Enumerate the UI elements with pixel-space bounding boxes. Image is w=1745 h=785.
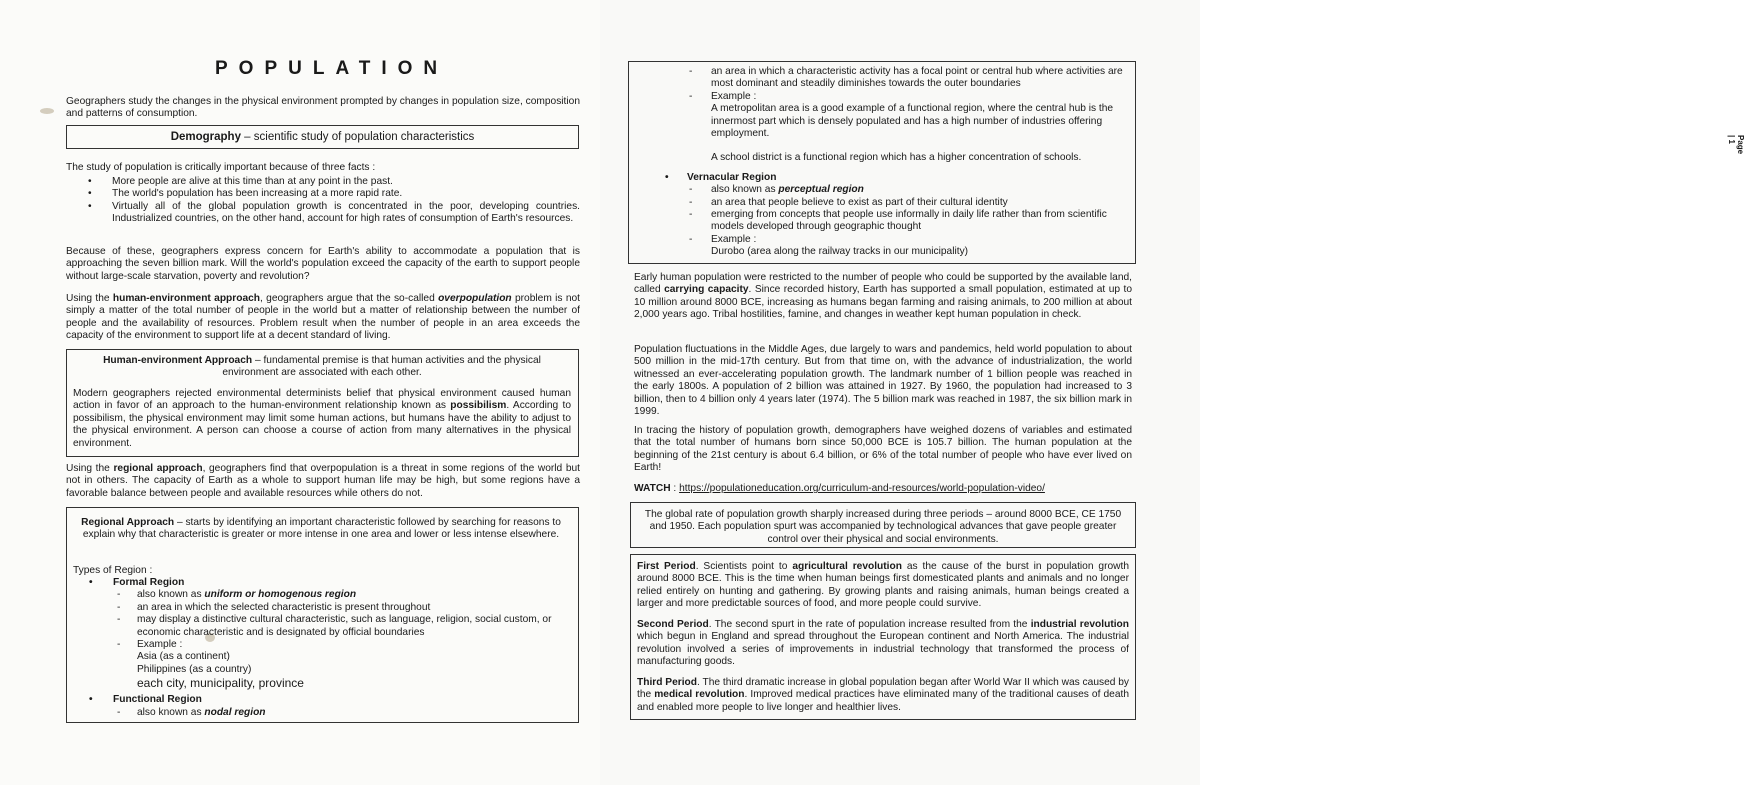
text-run: . The third dramatic increase in global population began after World War II which was caused by the	[637, 677, 1130, 701]
italic-term: nodal region	[204, 706, 266, 718]
first-period	[637, 561, 1129, 611]
text-run: Using the	[66, 463, 114, 474]
bold-term: carrying capacity	[664, 284, 749, 296]
page-title: POPULATION	[215, 58, 449, 79]
formal-region-item	[67, 577, 572, 589]
text-run: , geographers find that overpopulation is a threat in some regions of the world but not in others. The capacity of Earth as a whole to support human life may be high, but some regions have a favorable balance between people and available resources while others do not.	[66, 463, 580, 499]
text-run: also known as	[711, 184, 779, 196]
functional-region-label: • Functional Region	[67, 694, 572, 706]
periods-box	[630, 554, 1136, 720]
text-run: . The second spurt in the rate of population increase resulted from the	[708, 619, 1031, 630]
demography-def: – scientific study of population characteristics	[240, 131, 475, 143]
left-page	[0, 0, 600, 785]
functional-continued	[629, 66, 1129, 259]
fact-item: • The world's population has been increasing at a more rapid rate.	[66, 188, 580, 200]
vernacular-example-1: Durobo (area along the railway tracks in our municipality)	[711, 246, 969, 258]
text-run: problem is not simply a matter of the total number of people in the world but a matter of relationship between the number of people and the availability of resources. Problem result when the number of people in an area exceeds the capacity of the environment to support life at a decent standard of living.	[66, 293, 580, 342]
text-run: , geographers argue that the so-called	[260, 293, 439, 304]
demography-box	[66, 125, 579, 149]
text-run: which begun in England and spread throughout the European continent and North America. The industrial revolution involved a series of improvements in industrial technology that transformed the process of manufacturing goods.	[637, 631, 1129, 668]
text-run: Using the	[66, 293, 113, 304]
fact-item: • More people are alive at this time than at any point in the past.	[66, 176, 580, 188]
bold-term: Third Period	[637, 677, 698, 688]
italic-term: overpopulation	[438, 293, 512, 304]
page-number: Page | 1	[1727, 135, 1745, 155]
regions-continued-box	[628, 61, 1136, 264]
functional-example-1: A metropolitan area is a good example of a functional region, where the central hub is the innermost part which is densely populated and has a high number of industries offering employment.	[711, 103, 1114, 140]
second-period	[637, 619, 1129, 669]
text-run: also known as	[137, 706, 205, 718]
regional-approach-box	[66, 507, 579, 723]
formal-example-2: Philippines (as a country)	[137, 663, 252, 675]
hea-box-title	[87, 355, 557, 380]
hea-paragraph	[66, 293, 580, 343]
watch-line	[634, 483, 1132, 495]
tracing-paragraph: In tracing the history of population growth, demographers have weighed dozens of variables and estimated that the total number of humans born since 50,000 BCE is 105.7 billion. The human population at the beginning of the 21st century is about 6.4 billion, or 6% of the total number of people who have ever lived on Earth!	[634, 425, 1132, 474]
hea-box	[66, 349, 579, 457]
hea-box-body	[73, 388, 571, 450]
text-run: . Improved medical practices have eliminated many of the traditional causes of death and enabled more people to live longer and healthier lives.	[637, 689, 1129, 713]
text-run: Modern geographers rejected environmental determinists belief that physical environment caused human action in favor of an approach to the human-environment relationship known as	[73, 388, 571, 412]
formal-desc-2: - may display a distinctive cultural characteristic, such as language, religion, social custom, or economic characteristic and is designated by official boundaries	[67, 614, 572, 639]
vernacular-aka	[629, 184, 1129, 196]
bold-term: Regional Approach	[81, 517, 175, 528]
functional-region-item	[67, 694, 572, 706]
bold-term: Second Period	[637, 619, 709, 630]
formal-aka	[67, 589, 572, 601]
right-page	[600, 0, 1745, 785]
vernacular-desc-1: - an area that people believe to exist as part of their cultural identity	[629, 197, 1129, 209]
italic-term: uniform or homogenous region	[204, 589, 357, 601]
facts-list	[66, 176, 580, 226]
fact-item: • Virtually all of the global population growth is concentrated in the poor, developing countries. Industrialized countries, on the other hand, account for high rates of consumption of Earth's resources.	[66, 201, 580, 226]
italic-term: perceptual region	[778, 184, 864, 196]
demography-term: Demography	[170, 131, 241, 143]
text-run: as the cause of the burst in population growth around 8000 BCE. This is the time when human beings first domesticated plants and animals and no longer relied entirely on hunting and gathering. By growing plants and raising animals, human beings created a larger and more predictable sources of food, and more people could survive.	[637, 561, 1129, 610]
regional-paragraph	[66, 463, 580, 500]
bold-term: human-environment approach	[112, 293, 261, 304]
formal-example-1: Asia (as a continent)	[137, 651, 230, 663]
text-run: also known as	[137, 589, 205, 601]
ra-title	[81, 517, 561, 542]
formal-desc-1: - an area in which the selected characteristic is present throughout	[67, 602, 572, 614]
concern-paragraph: Because of these, geographers express concern for Earth's ability to accommodate a population that is approaching the seven billion mark. Will the world's population exceed the capacity of the earth to support people without large-scale starvation, poverty and revolution?	[66, 246, 580, 282]
third-period	[637, 677, 1129, 714]
formal-example-3: each city, municipality, province	[137, 676, 304, 691]
vernacular-desc-2: - emerging from concepts that people use informally in daily life rather than from scientific models developed through geographic thought	[629, 209, 1129, 234]
functional-desc: - an area in which a characteristic activity has a focal point or central hub where activities are most dominant and steadily diminishes towards the outer boundaries	[629, 66, 1129, 91]
text-run: – starts by identifying an important characteristic followed by searching for reasons to explain why that characteristic is greater or more intense in one area and lower or less intense elsewhere.	[82, 517, 561, 541]
bold-term: medical revolution	[654, 689, 745, 701]
demography-definition	[67, 126, 578, 148]
formal-region-label: • Formal Region	[67, 577, 572, 589]
text-run: :	[670, 483, 680, 494]
types-label: Types of Region :	[73, 565, 153, 576]
formal-example: - Example :	[67, 639, 572, 651]
global-rate-box	[630, 502, 1136, 548]
study-lead: The study of population is critically important because of three facts :	[66, 162, 376, 173]
functional-aka	[67, 707, 572, 719]
types-list	[67, 577, 572, 719]
text-run: Early human population were restricted to the number of people who could be supported by the available land, called	[634, 272, 1132, 296]
bold-term: Human-environment Approach	[103, 355, 253, 366]
bold-term: regional approach	[113, 463, 203, 474]
watch-label: WATCH	[634, 483, 671, 494]
text-run: . According to possibilism, the physical environment may limit some human actions, but humans have the ability to adjust to the physical environment. A person can choose a course of action from many alternatives in the physical environment.	[73, 400, 571, 449]
middle-ages-paragraph: Population fluctuations in the Middle Ages, due largely to wars and pandemics, held world population to about 500 million in the mid-17th century. But from that time on, with the advance of industrialization, the world witnessed an ever-accelerating population growth. The landmark number of 1 billion people was reached in the early 1800s. A population of 2 billion was attained in 1927. By 1960, the population had increased to 3 billion, then to 4 billion only 4 years later (1974). The 5 billion mark was reached in 1987, the six billion mark in 1999.	[634, 344, 1132, 418]
early-population-paragraph	[634, 272, 1132, 322]
text-run: . Scientists point to	[695, 561, 793, 572]
functional-example-2: A school district is a functional region which has a higher concentration of schools.	[711, 152, 1082, 164]
vernacular-region-label: • Vernacular Region	[629, 172, 1129, 184]
bold-term: possibilism	[450, 400, 507, 412]
functional-example: - Example :	[629, 91, 1129, 103]
intro-paragraph: Geographers study the changes in the physical environment prompted by changes in population size, composition and patterns of consumption.	[66, 96, 580, 120]
text-run: – fundamental premise is that human activities and the physical environment are associated with each other.	[222, 355, 541, 379]
text-run: . Since recorded history, Earth has supported a small population, estimated at up to 10 million around 8000 BCE, increasing as humans began farming and raising animals, to 200 million at about 2,000 years ago. Tribal hostilities, famine, and changes in weather kept human population in check.	[634, 284, 1133, 321]
bold-term: agricultural revolution	[792, 561, 902, 572]
global-rate-text: The global rate of population growth sharply increased during three periods – around 8000 BCE, CE 1750 and 1950. Each population spurt was accompanied by technological advances that gave people greater control over their physical and social environments.	[644, 509, 1122, 545]
vernacular-example: - Example :	[629, 234, 1129, 246]
video-link[interactable]: https://populationeducation.org/curriculum-and-resources/world-population-video/	[679, 483, 1045, 494]
scan-smudge	[40, 108, 54, 114]
bold-term: industrial revolution	[1030, 619, 1129, 630]
bold-term: First Period	[637, 561, 696, 572]
